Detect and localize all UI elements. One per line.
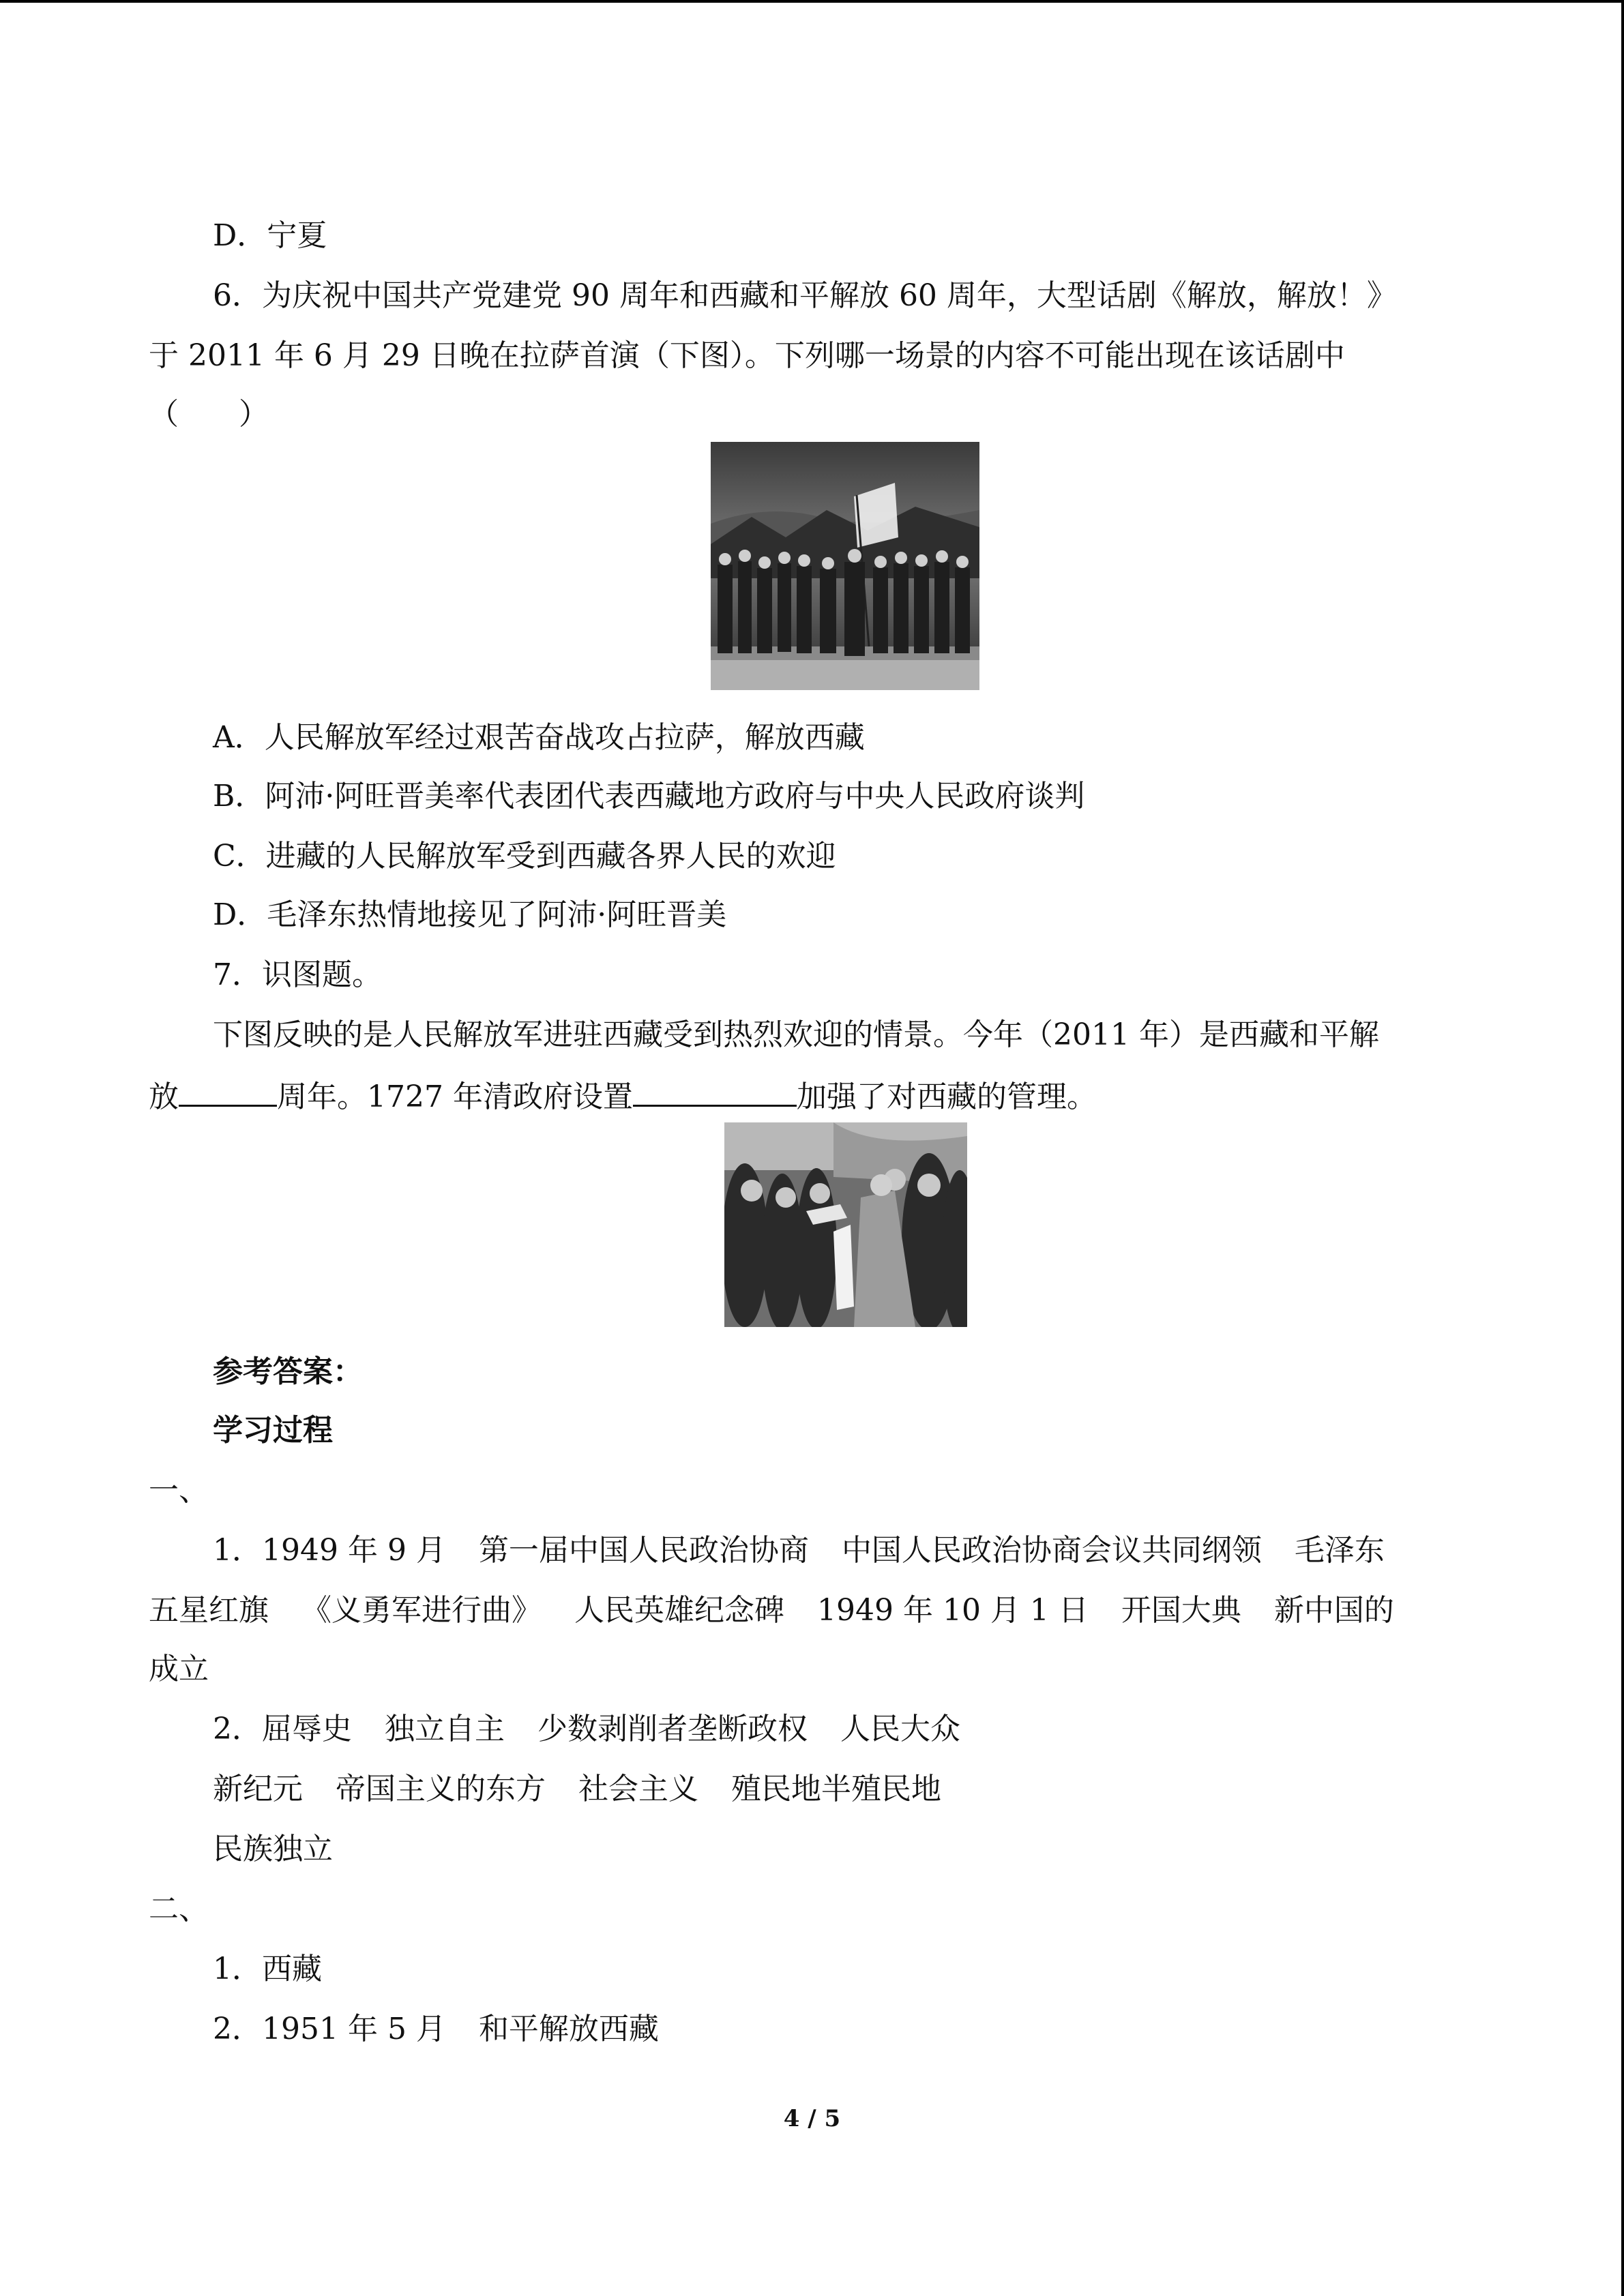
- answer-item: 《义勇军进行曲》: [301, 1593, 542, 1628]
- pla-welcome-photo: [724, 1122, 967, 1327]
- answer-2-2: [213, 1769, 941, 1810]
- question-7-line-1: 下图反映的是人民解放军进驻西藏受到热烈欢迎的情景。今年（2011 年）是西藏和平解: [213, 1017, 1379, 1052]
- page-top-rule: [0, 0, 1624, 3]
- institution-blank[interactable]: [633, 1075, 797, 1107]
- question-6-line-2: 于 2011 年 6 月 29 日晚在拉萨首演（下图）。下列哪一场景的内容不可能出现在该话剧中: [149, 338, 1345, 373]
- answer-item: 五星红旗: [149, 1593, 269, 1628]
- anniversary-blank[interactable]: [179, 1075, 277, 1107]
- answer-item: 毛泽东: [1294, 1533, 1385, 1568]
- answer-s2-1: 1．西藏: [213, 1952, 322, 1986]
- answer-item: 新中国的: [1273, 1593, 1394, 1628]
- answer-item: 开国大典: [1121, 1593, 1241, 1628]
- reference-answers-heading: 参考答案：: [213, 1354, 363, 1389]
- answer-item: 独立自主: [385, 1712, 505, 1746]
- option-d-ningxia: D．宁夏: [213, 218, 327, 253]
- section-two-label: 二、: [149, 1892, 209, 1926]
- answer-item: 人民英雄纪念碑: [574, 1593, 784, 1628]
- question-6-option-a: A．人民解放军经过艰苦奋战攻占拉萨，解放西藏: [213, 720, 865, 755]
- answer-1-2: [149, 1590, 1394, 1631]
- answer-item: 社会主义: [578, 1772, 698, 1806]
- question-6-option-b: B．阿沛·阿旺晋美率代表团代表西藏地方政府与中央人民政府谈判: [213, 779, 1085, 814]
- learning-process-heading: 学习过程: [213, 1413, 333, 1448]
- answer-item: 新纪元: [213, 1772, 303, 1806]
- q7-text-fang: 放: [149, 1079, 179, 1114]
- answer-2-3: 民族独立: [213, 1832, 333, 1866]
- question-6-option-c: C．进藏的人民解放军受到西藏各界人民的欢迎: [213, 839, 836, 874]
- question-6-option-d: D．毛泽东热情地接见了阿沛·阿旺晋美: [213, 897, 727, 932]
- question-7-line-2: [149, 1075, 1097, 1118]
- answer-1-1: [213, 1530, 1385, 1571]
- question-7-title: 7．识图题。: [213, 957, 382, 992]
- q7-text-end: 加强了对西藏的管理。: [796, 1079, 1097, 1114]
- answer-item: 1．1949 年 9 月: [213, 1533, 446, 1568]
- answer-item: 1949 年 10 月 1 日: [817, 1593, 1089, 1628]
- answer-item: 少数剥削者垄断政权: [537, 1712, 808, 1746]
- q7-text-middle: 周年。1727 年清政府设置: [277, 1079, 633, 1114]
- answer-item: 人民大众: [840, 1712, 960, 1746]
- answer-item: 第一届中国人民政治协商: [478, 1533, 809, 1568]
- answer-item: 帝国主义的东方: [336, 1772, 546, 1806]
- answer-2-1: [213, 1709, 960, 1750]
- section-one-label: 一、: [149, 1473, 209, 1508]
- answer-item: 2．1951 年 5 月: [213, 2012, 446, 2046]
- answer-item: 中国人民政治协商会议共同纲领: [841, 1533, 1262, 1568]
- answer-item: 和平解放西藏: [478, 2012, 659, 2046]
- page-number: 4 / 5: [783, 2105, 841, 2132]
- answer-item: 殖民地半殖民地: [731, 1772, 941, 1806]
- question-6-answer-bracket: （ ）: [149, 397, 269, 432]
- page-right-rule: [1621, 0, 1624, 2296]
- question-6-line-1: 6．为庆祝中国共产党建党 90 周年和西藏和平解放 60 周年，大型话剧《解放，解放！》: [213, 278, 1397, 313]
- answer-1-3: 成立: [149, 1652, 209, 1686]
- answer-s2-2: [213, 2009, 659, 2050]
- answer-item: 2．屈辱史: [213, 1712, 352, 1746]
- drama-stage-photo: [711, 442, 979, 690]
